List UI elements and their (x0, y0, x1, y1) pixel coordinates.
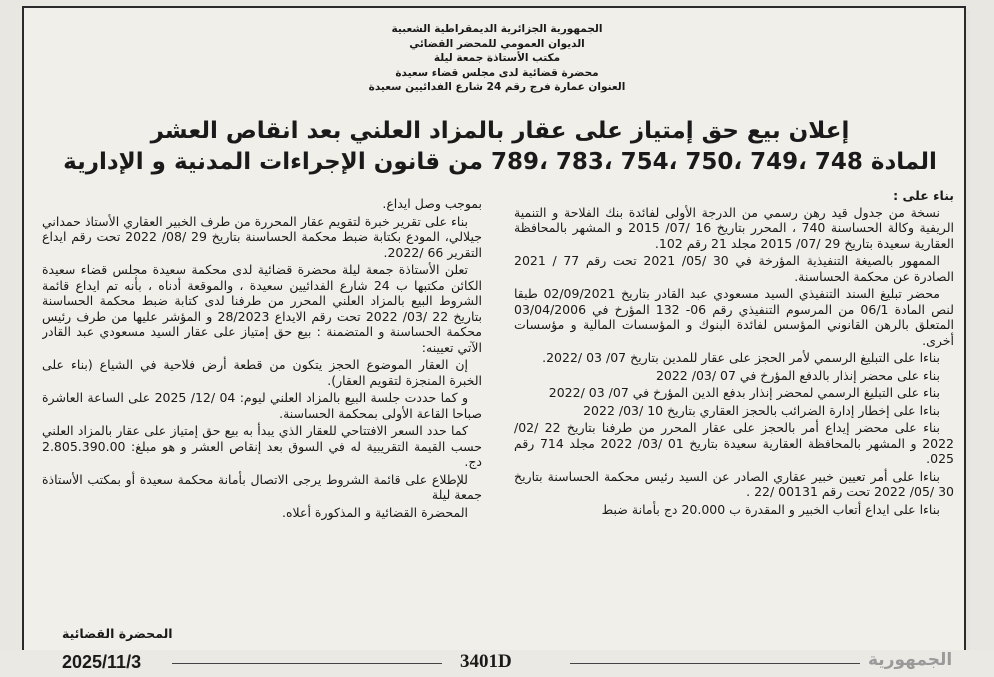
paragraph: كما حدد السعر الافتتاحي للعقار الذي يبدأ به بيع حق إمتياز على عقار بالمزاد العلني حسب القيمة التقريبية له في السوق بعد إنقاص العشر و هو مبلغ: 2.805.390.00 دج. (42, 423, 482, 469)
paragraph: نسخة من جدول قيد رهن رسمي من الدرجة الأولى لفائدة بنك الفلاحة و التنمية الريفية وكالة الحساسنة 740 ، المحرر بتاريخ 16 /07/ 2015 و المشهر بالمحافظة العقارية سعيدة بتاريخ 29 /07/ 2015 مجلد 21 رقم 102. (514, 204, 954, 251)
header-line: العنوان عمارة فرج رقم 24 شارع الفدائيين سعيدة (368, 81, 626, 93)
paragraph: للإطلاع على قائمة الشروط يرجى الاتصال بأمانة محكمة سعيدة أو بمكتب الأستاذة جمعة ليلة (42, 471, 482, 502)
publication-date: 2025/11/3 (62, 652, 142, 672)
paragraph: و كما حددت جلسة البيع بالمزاد العلني ليوم: 04 /12/ 2025 على الساعة العاشرة صباحا القاعة الأولى بمحكمة الحساسنة. (42, 390, 482, 421)
paragraph: إن العقار الموضوع الحجز يتكون من قطعة أرض فلاحية في الشياع (بناء على الخبرة المنجزة لتقويم العقار). (42, 357, 482, 388)
header-line: الديوان العمومي للمحضر القضائي (409, 37, 585, 50)
header-line: محضرة قضائية لدى مجلس قضاء سعيدة (395, 66, 599, 79)
footer-divider (570, 663, 860, 664)
column-heading: بناء على : (893, 188, 954, 203)
paragraph: بناء على التبليغ الرسمي لمحضر إنذار بدفع الدين المؤرخ في 07/ 03 /2022 (548, 385, 940, 400)
left-column (42, 196, 482, 608)
paragraph: بناءا على أمر تعيين خبير عقاري الصادر عن السيد رئيس محكمة الحساسنة بتاريخ 30 /05/ 2022 تحت رقم 00131 /22 . (514, 468, 954, 499)
newspaper-logo: الجمهورية (868, 650, 953, 670)
paragraph: بناء على محضر إنذار بالدفع المؤرخ في 07 /03/ 2022 (655, 367, 940, 383)
title-line-1: إعلان بيع حق إمتياز على عقار بالمزاد العلني بعد انقاص العشر (150, 118, 850, 144)
header-line: الجمهورية الجزائرية الديمقراطية الشعبية (391, 23, 603, 35)
footer-divider (172, 663, 442, 664)
right-column (514, 188, 954, 640)
paragraph: بناءا على التبليغ الرسمي لأمر الحجز على عقار للمدين بتاريخ 07/ 03 /2022. (542, 350, 940, 365)
ad-reference-code: 3401D (460, 651, 512, 672)
paragraph: تعلن الأستاذة جمعة ليلة محضرة قضائية لدى محكمة سعيدة مجلس قضاء سعيدة الكائن مكتبها ب 24 شارع الفدائيين سعيدة ، والموقعة أدناه ، بأنه تم ايداع قائمة الشروط البيع بالمزاد العلني المحرر من طرفنا لدى كتابة ضبط محكمة الحساسنة بتاريخ 22 /03/ 2022 تحت رقم الايداع 28/2023 و المؤشر عليها من طرف رئيس محكمة الحساسنة و المتضمنة : بيع حق إمتياز على عقار السيد مسعودي عبد القادر الآتي تعيينه: (42, 262, 482, 355)
paragraph: بناءا على إخطار إدارة الضرائب بالحجز العقاري بتاريخ 10 /03/ 2022 (583, 402, 940, 418)
paragraph: بموجب وصل ايداع. (382, 196, 482, 211)
signature-label: المحضرة القضائية (62, 626, 173, 641)
paragraph: محضر تبليغ السند التنفيذي السيد مسعودي عبد القادر بتاريخ 02/09/2021 طبقا لنص المادة 06/1 من المرسوم التنفيذي رقم 06- 132 المؤرخ في 03/04/2006 المتعلق بالرهن القانوني المؤسس لفائدة البنوك و المؤسسات المالية و مؤسسات أخرى. (514, 286, 954, 348)
paragraph: الممهور بالصيغة التنفيذية المؤرخة في 30 /05/ 2021 تحت رقم 77 / 2021 الصادرة عن محكمة الحساسنة. (514, 253, 954, 284)
issuer-header (0, 22, 994, 95)
paragraph: بناء على تقرير خبرة لتقويم عقار المحررة من طرف الخبير العقاري الأستاذ حمداني جيلالي، المودع بكتابة ضبط محكمة الحساسنة بتاريخ 29 /08/ 2022 تحت رقم ايداع التقرير 66 /2022. (42, 213, 482, 260)
paragraph: بناءا على ايداع أتعاب الخبير و المقدرة ب 20.000 دج بأمانة ضبط (601, 501, 940, 517)
header-line: مكتب الأستاذة جمعة ليلة (433, 52, 561, 64)
paragraph: بناء على محضر إيداع أمر بالحجز على عقار المحرر من طرفنا بتاريخ 22 /02/ 2022 و المشهر بالمحافظة العقارية سعيدة بتاريخ 01 /03/ 2022 مجلد 714 رقم 025. (514, 420, 954, 466)
announcement-title (60, 116, 940, 178)
title-line-2: المادة 748 ،749 ،750 ،754 ،783 ،789 من قانون الإجراءات المدنية و الإدارية (63, 149, 937, 175)
paragraph: المحضرة القضائية و المذكورة أعلاه. (282, 504, 468, 520)
